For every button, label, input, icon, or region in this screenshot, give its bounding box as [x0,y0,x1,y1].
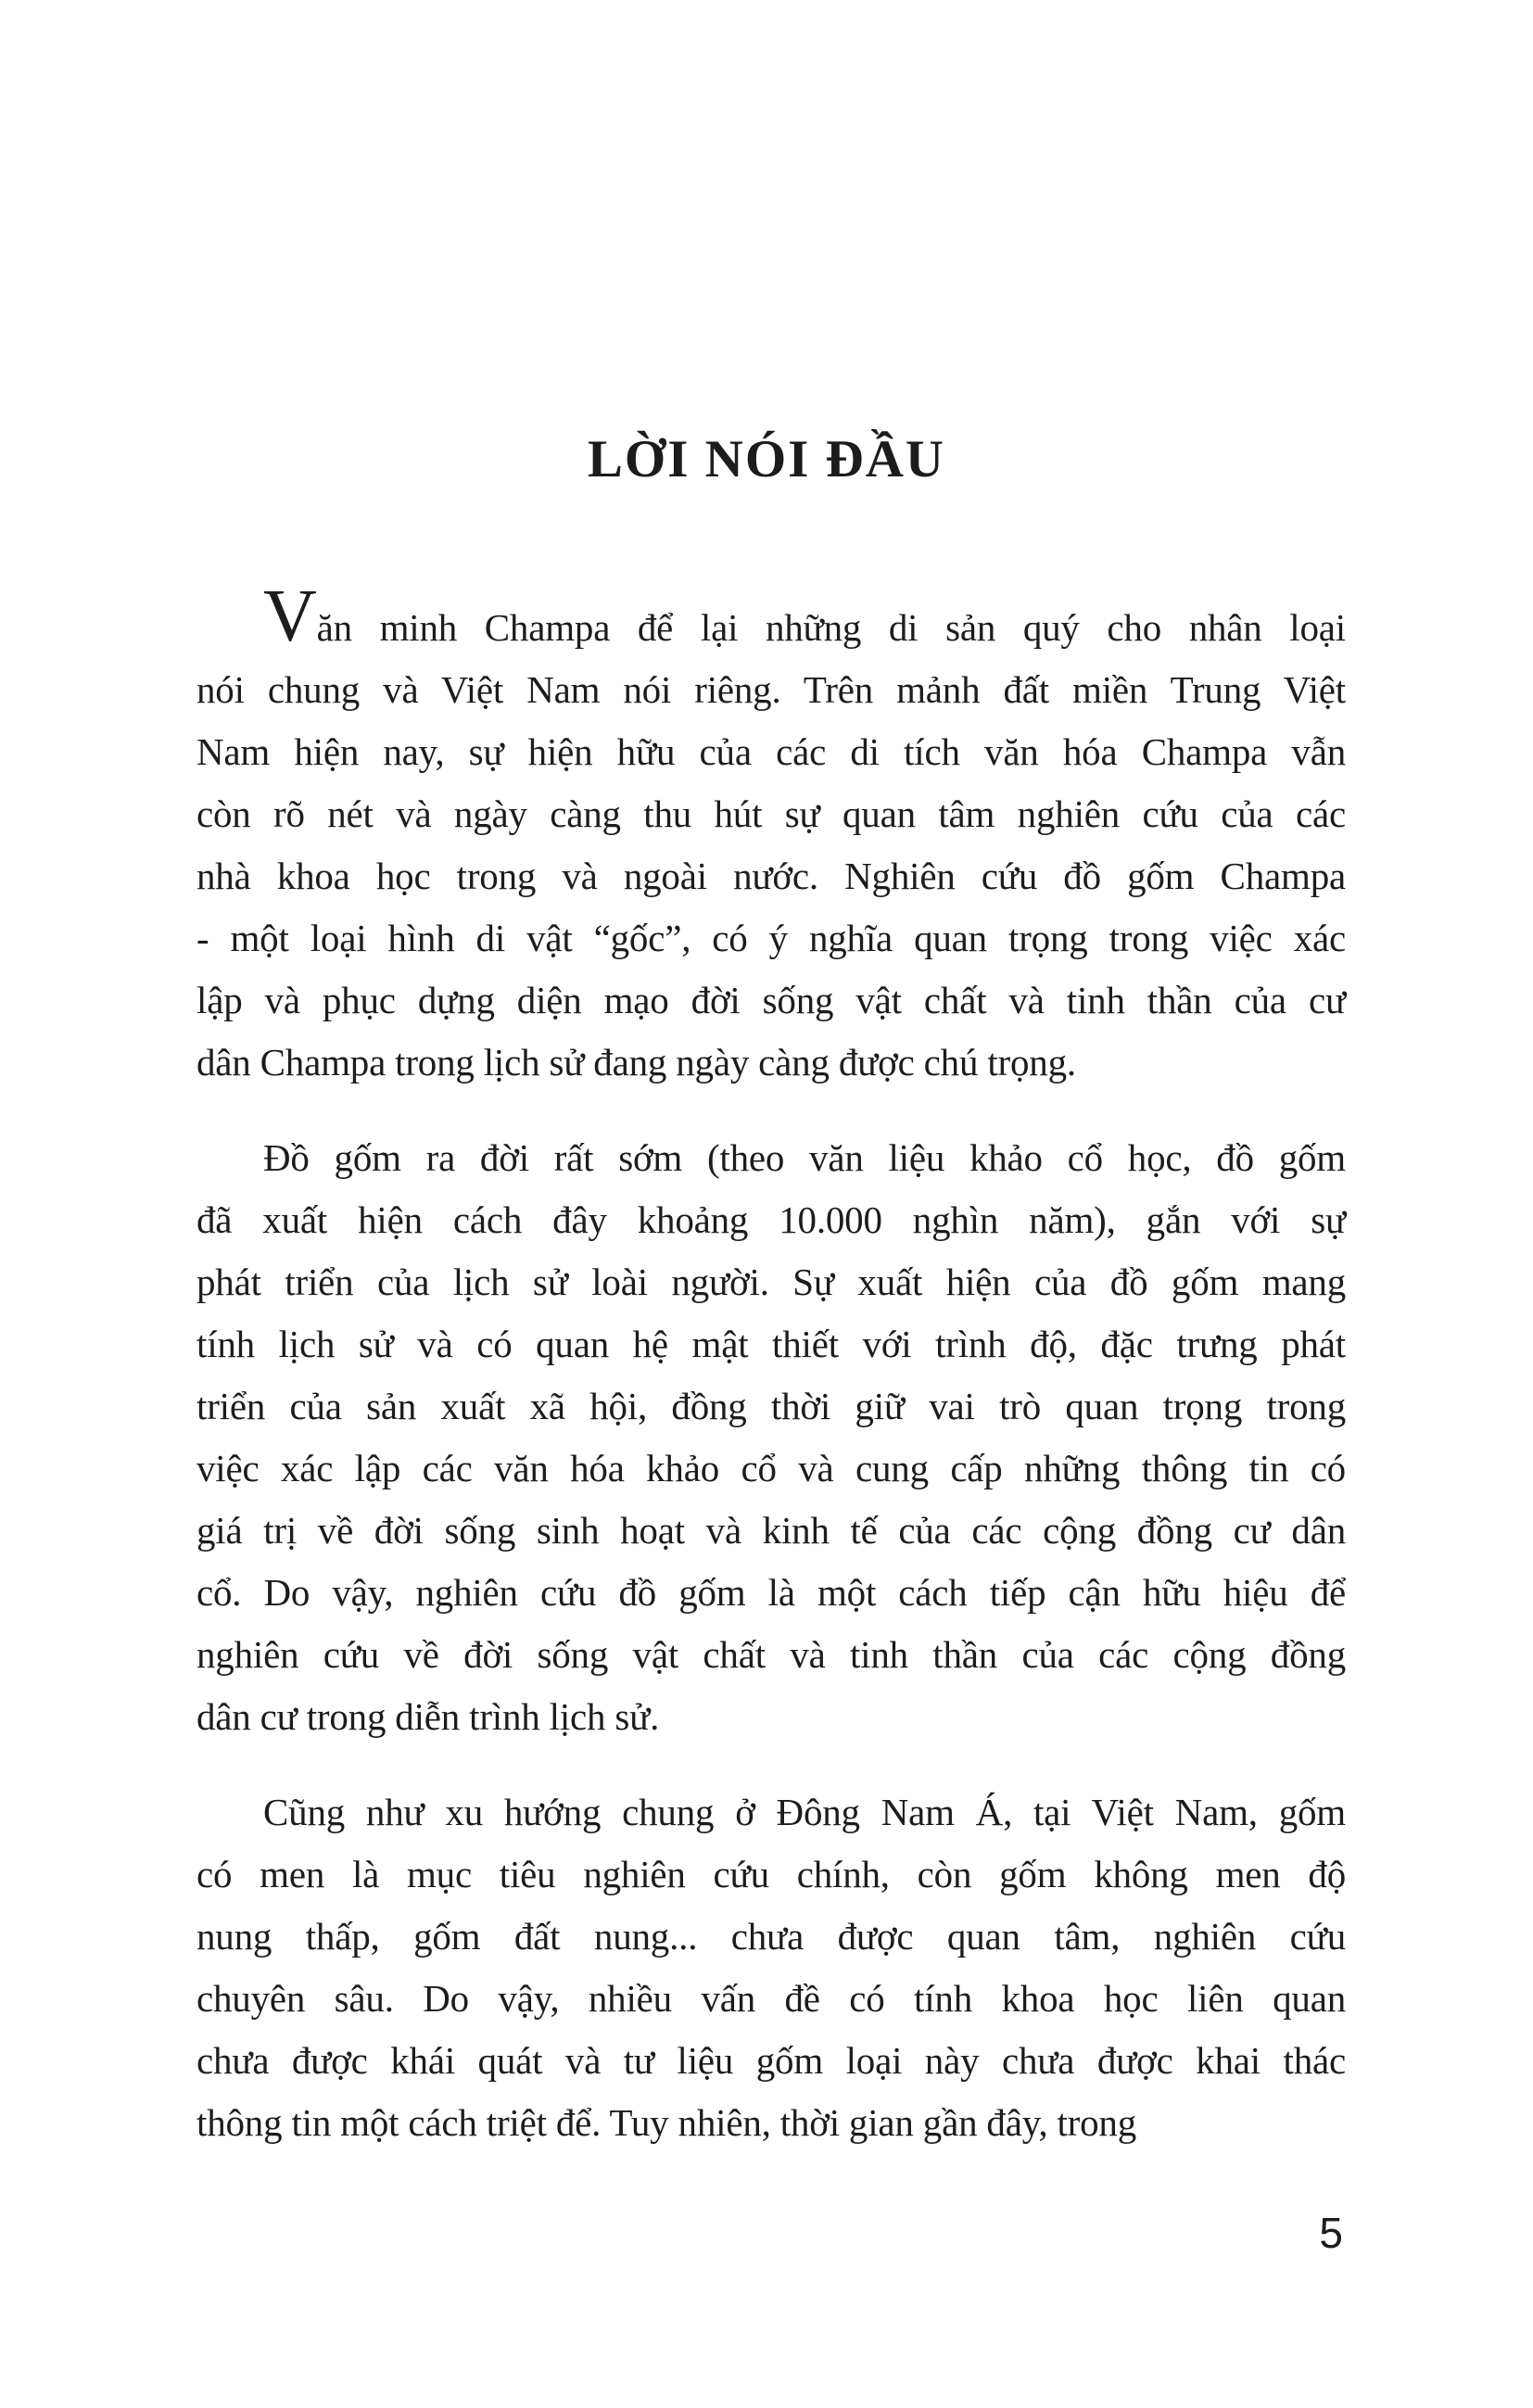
text-line: dân cư trong diễn trình lịch sử. [196,1695,660,1738]
text-line: lập và phục dựng diện mạo đời sống vật chất và tinh thần của cư [196,979,1346,1021]
text-line: Cũng như xu hướng chung ở Đông Nam Á, tại Việt Nam, gốm [263,1791,1346,1833]
text-line: có men là mục tiêu nghiên cứu chính, còn gốm không men độ [196,1853,1346,1895]
text-line: tính lịch sử và có quan hệ mật thiết với trình độ, đặc trưng phát [196,1323,1346,1365]
text-line: còn rõ nét và ngày càng thu hút sự quan tâm nghiên cứu của các [196,792,1346,835]
text-line: nói chung và Việt Nam nói riêng. Trên mảnh đất miền Trung Việt [196,668,1346,711]
text-line: - một loại hình di vật “gốc”, có ý nghĩa quan trọng trong việc xác [196,917,1346,959]
page-number: 5 [1319,2209,1343,2257]
drop-cap-initial: V [263,576,317,657]
text-line: Nam hiện nay, sự hiện hữu của các di tích văn hóa Champa vẫn [196,730,1346,773]
text-line: nung thấp, gốm đất nung... chưa được quan tâm, nghiên cứu [196,1915,1346,1958]
text-line: nhà khoa học trong và ngoài nước. Nghiên cứu đồ gốm Champa [196,855,1346,897]
paragraph [196,576,1346,1094]
body-text [196,576,1346,2154]
text-line: nghiên cứu về đời sống vật chất và tinh thần của các cộng đồng [196,1633,1346,1676]
text-line: Văn minh Champa để lại những di sản quý cho nhân loại [263,576,1346,657]
text-line: triển của sản xuất xã hội, đồng thời giữ vai trò quan trọng trong [196,1385,1346,1427]
paragraph [196,1781,1346,2154]
paragraph [196,1127,1346,1748]
text-line: giá trị về đời sống sinh hoạt và kinh tế của các cộng đồng cư dân [196,1509,1346,1552]
text-line: thông tin một cách triệt để. Tuy nhiên, thời gian gần đây, trong [196,2101,1137,2144]
text-line: cổ. Do vậy, nghiên cứu đồ gốm là một cách tiếp cận hữu hiệu để [196,1571,1346,1614]
text-line: việc xác lập các văn hóa khảo cổ và cung cấp những thông tin có [196,1447,1346,1489]
text-line: Đồ gốm ra đời rất sớm (theo văn liệu khảo cổ học, đồ gốm [263,1136,1346,1179]
text-line: phát triển của lịch sử loài người. Sự xuất hiện của đồ gốm mang [196,1261,1346,1303]
chapter-title: LỜI NÓI ĐẦU [587,430,946,488]
text-line: đã xuất hiện cách đây khoảng 10.000 nghìn năm), gắn với sự [196,1198,1346,1241]
text-line: chuyên sâu. Do vậy, nhiều vấn đề có tính khoa học liên quan [196,1977,1346,2020]
text-line: chưa được khái quát và tư liệu gốm loại này chưa được khai thác [196,2039,1346,2082]
text-line: dân Champa trong lịch sử đang ngày càng được chú trọng. [196,1041,1076,1084]
